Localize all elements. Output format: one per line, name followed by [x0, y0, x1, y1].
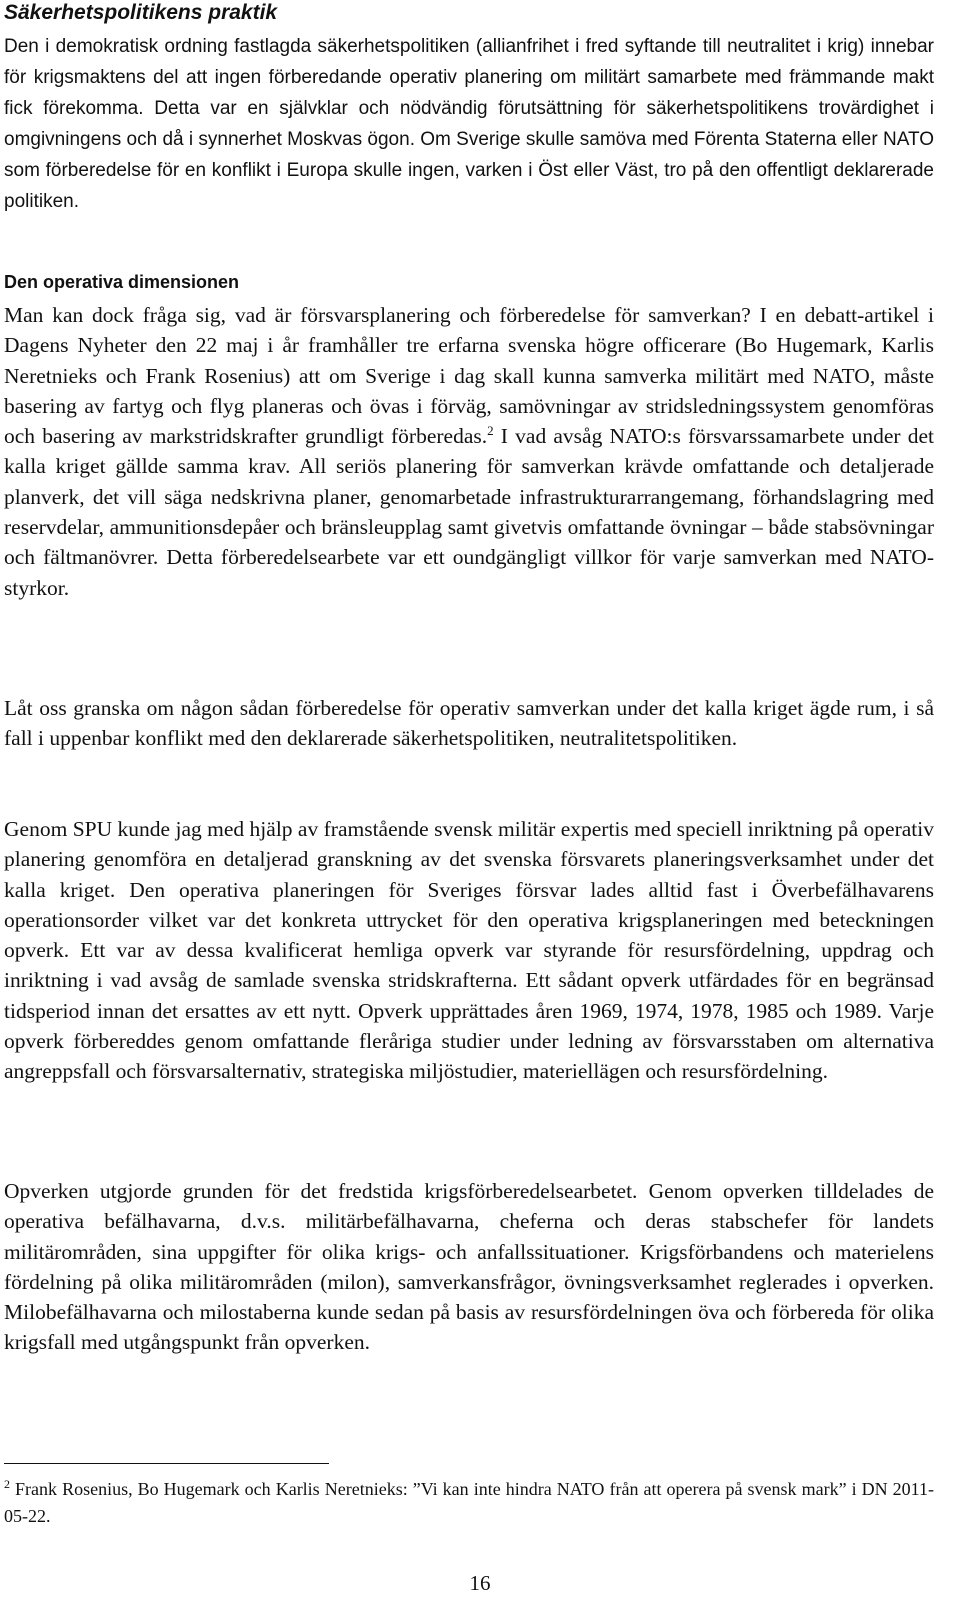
section-paragraph: Den i demokratisk ordning fastlagda säkerhetspolitiken (allianfrihet i fred syftande till neutralitet i krig) innebar för krigsmaktens del att ingen förberedande operativ planering om militärt samarbete med främmande makt fick förekomma. Detta var en självklar och nödvändig förutsättning för säkerhetspolitikens trovärdighet i omgivningens och då i synnerhet Moskvas ögon. Om Sverige skulle samöva med Förenta Staterna eller NATO som förberedelse för en konflikt i Europa skulle ingen, varken i Öst eller Väst, tro på den offentligt deklarerade politiken.: [4, 36, 934, 212]
subsection-heading: Den operativa dimensionen: [4, 272, 240, 292]
body-paragraph-2: Låt oss granska om någon sådan förberedelse för operativ samverkan under det kalla kriget ägde rum, i så fall i uppenbar konflikt med den deklarerade säkerhetspolitiken, neutralitetspolitiken.: [4, 696, 934, 751]
footnote-number: 2: [4, 1477, 10, 1491]
body-paragraph-1: [4, 300, 934, 603]
footnote-reference[interactable]: 2: [487, 423, 494, 439]
body-paragraph-1-part-b: I vad avsåg NATO:s försvarssamarbete under det kalla kriget gällde samma krav. All seriös planering för samverkan krävde omfattande och detaljerade planverk, det vill säga nedskrivna planer, genomarbetade infrastrukturarrangemang, förhandslagring med reservdelar, ammunitionsdepåer och bränsleupplag samt givetvis omfattande övningar – både stabsövningar och fältmanövrer. Detta förberedelsearbete var ett oundgängligt villkor för varje samverkan med NATO-styrkor.: [4, 424, 934, 600]
footnote-divider: [4, 1463, 329, 1464]
body-paragraph-3: Genom SPU kunde jag med hjälp av framstående svensk militär expertis med speciell inriktning på operativ planering genomföra en detaljerad granskning av det svenska försvarets planeringsverksamhet under det kalla kriget. Den operativa planeringen för Sveriges försvar lades alltid fast i Överbefälhavarens operationsorder vilket var det konkreta uttrycket för den operativa krigsplaneringen med beteckningen opverk. Ett var av dessa kvalificerat hemliga opverk var styrande för resursfördelning, uppdrag och inriktning i vad avsåg de samlade svenska stridskrafterna. Ett sådant opverk utfärdades för en begränsad tidsperiod innan det ersattes av ett nytt. Opverk upprättades åren 1969, 1974, 1978, 1985 och 1989. Varje opverk förbereddes genom omfattande fleråriga studier under ledning av försvarsstaben om alternativa angreppsfall och försvarsalternativ, strategiska miljöstudier, materiellägen och resursfördelning.: [4, 817, 934, 1084]
page-number: 16: [469, 1571, 491, 1595]
footnote: [4, 1476, 934, 1530]
body-paragraph-1-part-a: Man kan dock fråga sig, vad är försvarsplanering och förberedelse för samverkan? I en debatt-artikel i Dagens Nyheter den 22 maj i år framhåller tre erfarna svenska högre officerare (Bo Hugemark, Karlis Neretnieks och Frank Rosenius) att om Sverige i dag skall kunna samverka militärt med NATO, måste basering av fartyg och flyg planeras och övas i förväg, samövningar av stridsledningssystem genomföras och basering av markstridskrafter grundligt förberedas.: [4, 303, 934, 449]
section-heading: Säkerhetspolitikens praktik: [4, 1, 278, 24]
footnote-text: Frank Rosenius, Bo Hugemark och Karlis Neretnieks: ”Vi kan inte hindra NATO från att operera på svensk mark” i DN 2011-05-22.: [4, 1479, 934, 1526]
body-paragraph-4: Opverken utgjorde grunden för det fredstida krigsförberedelsearbetet. Genom opverken tilldelades de operativa befälhavarna, d.v.s. militärbefälhavarna, cheferna och deras stabschefer för landets militärområden, sina uppgifter för olika krigs- och anfallssituationer. Krigsförbandens och materielens fördelning på olika militärområden (milon), samverkansfrågor, övningsverksamhet reglerades i opverken. Milobefälhavarna och milostaberna kunde sedan på basis av resursfördelningen öva och förbereda för olika krigsfall med utgångspunkt från opverken.: [4, 1179, 934, 1355]
